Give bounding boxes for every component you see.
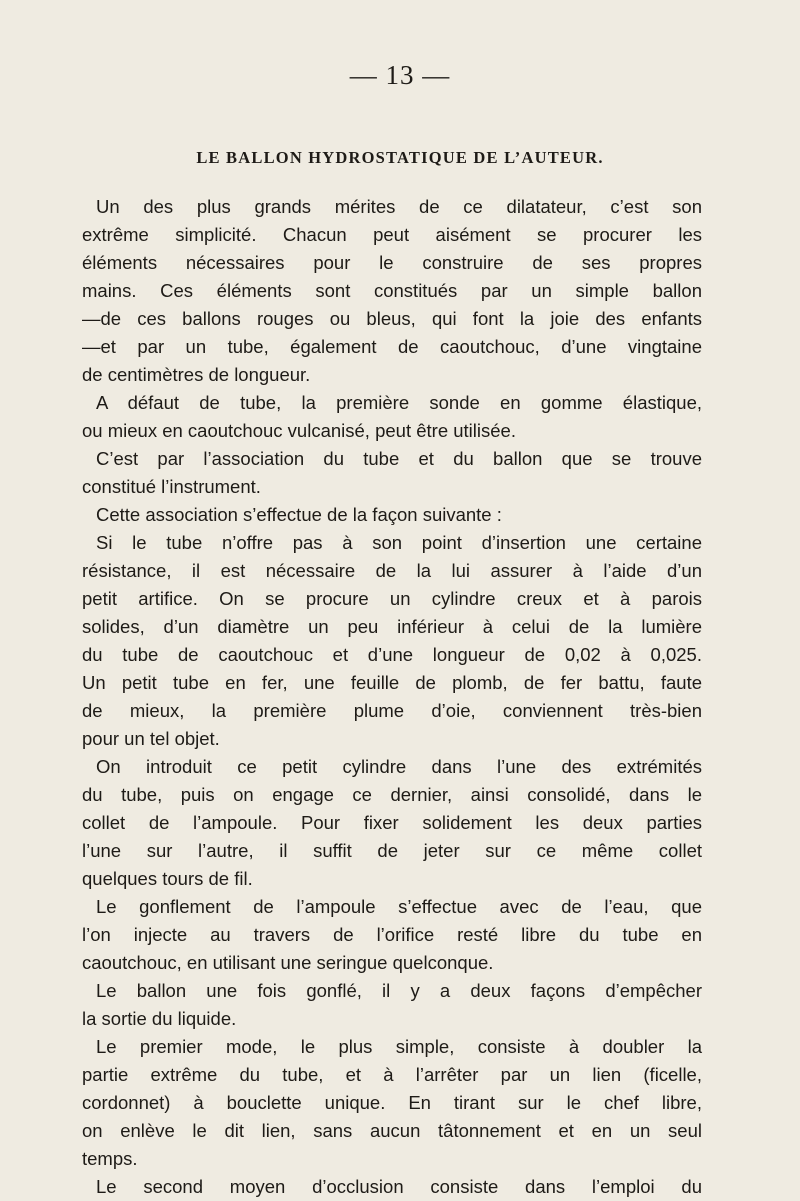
text-line: Le premier mode, le plus simple, consiste à doubler la: [96, 1036, 702, 1057]
section-heading: LE BALLON HYDROSTATIQUE DE L’AUTEUR.: [196, 148, 604, 167]
text-line: résistance, il est nécessaire de la lui assurer à l’aide d’un: [82, 560, 702, 581]
text-line: du tube de caoutchouc et d’une longueur de 0,02 à 0,025.: [82, 644, 702, 665]
text-line: Le gonflement de l’ampoule s’effectue avec de l’eau, que: [96, 896, 702, 917]
text-line: petit artifice. On se procure un cylindre creux et à parois: [82, 588, 702, 609]
text-line: —et par un tube, également de caoutchouc, d’une vingtaine: [82, 336, 702, 357]
text-line: ou mieux en caoutchouc vulcanisé, peut être utilisée.: [82, 420, 516, 441]
text-line: pour un tel objet.: [82, 728, 220, 749]
body-text: [82, 193, 702, 1201]
text-line: mains. Ces éléments sont constitués par un simple ballon: [82, 280, 702, 301]
text-line: Un petit tube en fer, une feuille de plomb, de fer battu, faute: [82, 672, 702, 693]
page-number: — 13 —: [349, 60, 451, 90]
text-line: Cette association s’effectue de la façon suivante :: [96, 504, 502, 525]
text-line: on enlève le dit lien, sans aucun tâtonnement et en un seul: [82, 1120, 702, 1141]
text-line: —de ces ballons rouges ou bleus, qui font la joie des enfants: [82, 308, 702, 329]
text-line: caoutchouc, en utilisant une seringue quelconque.: [82, 952, 494, 973]
text-line: la sortie du liquide.: [82, 1008, 237, 1029]
text-line: partie extrême du tube, et à l’arrêter par un lien (ficelle,: [82, 1064, 702, 1085]
text-line: éléments nécessaires pour le construire de ses propres: [82, 252, 702, 273]
text-line: temps.: [82, 1148, 138, 1169]
text-line: de mieux, la première plume d’oie, conviennent très-bien: [82, 700, 702, 721]
text-line: collet de l’ampoule. Pour fixer solidement les deux parties: [82, 812, 702, 833]
text-line: On introduit ce petit cylindre dans l’une des extrémités: [96, 756, 702, 777]
text-line: extrême simplicité. Chacun peut aisément se procurer les: [82, 224, 702, 245]
text-line: cordonnet) à bouclette unique. En tirant sur le chef libre,: [82, 1092, 702, 1113]
text-line: de centimètres de longueur.: [82, 364, 311, 385]
text-line: du tube, puis on engage ce dernier, ainsi consolidé, dans le: [82, 784, 702, 805]
text-line: l’une sur l’autre, il suffit de jeter sur ce même collet: [82, 840, 702, 861]
text-line: solides, d’un diamètre un peu inférieur à celui de la lumière: [82, 616, 702, 637]
text-line: quelques tours de fil.: [82, 868, 253, 889]
text-line: constitué l’instrument.: [82, 476, 261, 497]
text-line: Si le tube n’offre pas à son point d’insertion une certaine: [96, 532, 702, 553]
text-line: l’on injecte au travers de l’orifice resté libre du tube en: [82, 924, 702, 945]
text-line: Le second moyen d’occlusion consiste dans l’emploi du: [96, 1176, 702, 1197]
text-line: Le ballon une fois gonflé, il y a deux façons d’empêcher: [96, 980, 702, 1001]
text-line: Un des plus grands mérites de ce dilatateur, c’est son: [96, 196, 702, 217]
text-line: A défaut de tube, la première sonde en gomme élastique,: [96, 392, 702, 413]
text-line: C’est par l’association du tube et du ballon que se trouve: [96, 448, 702, 469]
